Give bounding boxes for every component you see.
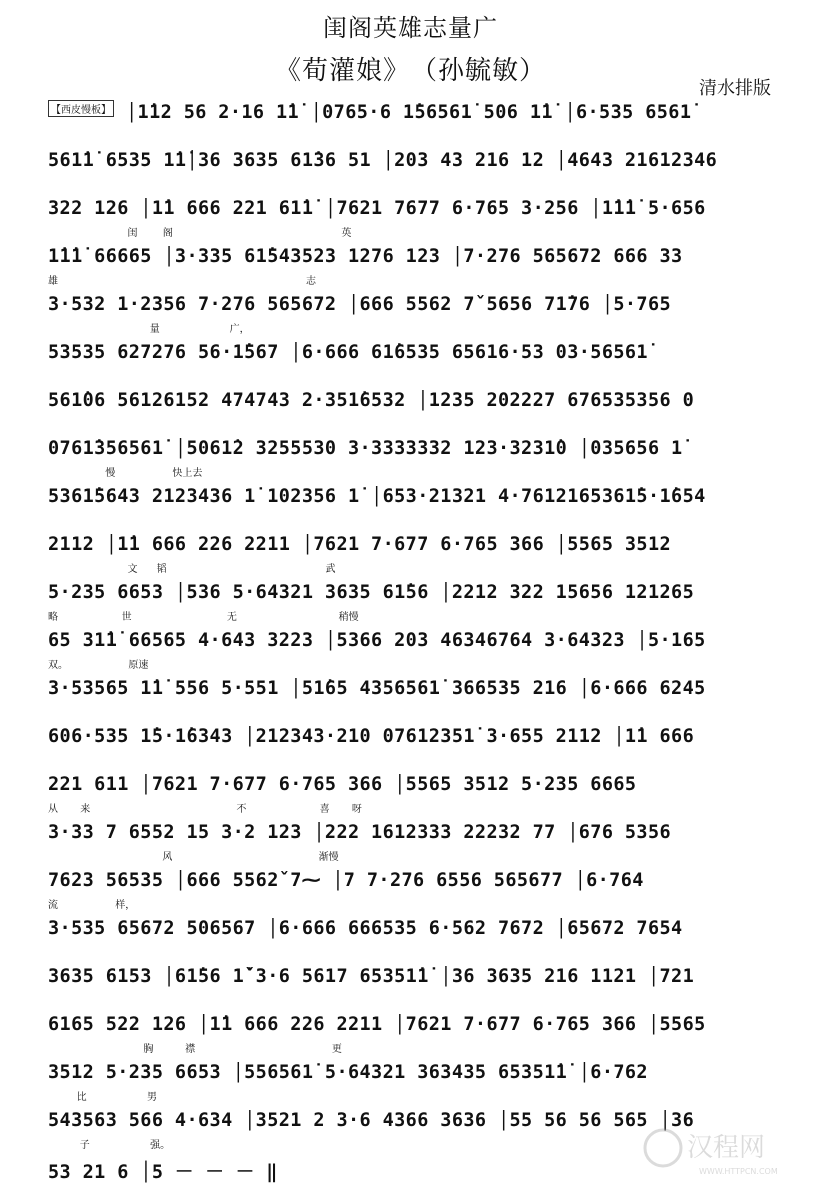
watermark-text: 汉程网: [687, 1133, 766, 1163]
score-line: [48, 818, 783, 866]
lyrics-row: 胸 襟 更: [48, 1044, 342, 1055]
score-line: [48, 770, 783, 818]
lyrics-row: 闺 阁 英: [48, 228, 352, 239]
lyrics-row: 慢 快上去: [48, 468, 203, 479]
score-line: [48, 914, 783, 962]
lyrics-row: 流 样，: [48, 900, 136, 911]
notation-row: 543563 566 4·634 │3521 2 3·6 4366 3636 │55 56 56 565 │36: [48, 1110, 695, 1131]
notation-row: 221 611 │7621 7·677 6·765 366 │5565 3512 5·235 6665: [48, 774, 637, 795]
notation-row: 7623 56535 │666 5562ˇ7⁓ │7 7·276 6556 565677 │6·764: [48, 870, 644, 891]
score-line: [48, 338, 783, 386]
editor-credit: 清水排版: [699, 78, 771, 99]
notation-row: 3635 6153 │61̇56 1̇ˇ3·6 5617 65351̇1̇ │36 3635 216 1121 │721: [48, 966, 695, 987]
page-title: 闺阁英雄志量广: [323, 14, 498, 42]
score-line: [48, 578, 783, 626]
notation-row: 3·33 7 6552 15 3·2 123 │222 1612333 22232 77 │676 5356: [48, 822, 672, 843]
notation-row: 3·532 1·2356 7·276 565672 │666 5562 7ˇ5656 71̇76 │5·765: [48, 294, 672, 315]
score-line: [48, 290, 783, 338]
notation-row: 3·535 65672 506567 │6·666 666535 6·562 7672 │65672 7654: [48, 918, 683, 939]
notation-row: 561̇06 56126152 474743 2·351̇6532 │1235 202227 676535356 0: [48, 390, 695, 411]
score-line: [48, 434, 783, 482]
lyrics-row: 风 渐慢: [48, 852, 339, 863]
score-line: [48, 482, 783, 530]
notation-row: 322 126 │1̇1 666 221 61̇1̇ │7621 7677 6·765 3·256 │1̇1̇1̇ 5·656: [48, 198, 706, 219]
lyrics-row: 文 韬 武: [48, 564, 336, 575]
lyrics-row: 量 广，: [48, 324, 250, 335]
lyrics-row: 从 来 不 喜 呀: [48, 804, 362, 815]
notation-row: 5361̇5643 2123436 1̇ 102356 1̇ │653·21321 4·7612165361̇5·1̇654: [48, 486, 706, 507]
notation-row: 3512 5·235 6653 │556561̇ 5·64321 363435 65351̇1̇ │6·762: [48, 1062, 648, 1083]
notation-row: 53535 627276 56·1̇567 │6·666 61̇6535 65616·53 03·56561̇: [48, 342, 648, 363]
notation-row: 0761̇356561̇ │5061̇2 3255530 3·3333332 123·3231̇0 │035656 1̇: [48, 438, 683, 459]
score-line: [48, 386, 783, 434]
score-line: [48, 530, 783, 578]
notation-row: │1̇12 56 2·16 1̇1̇ │0765·6 1̇56561̇ 506 1̇1̇ │6·535 6561̇: [126, 102, 692, 123]
watermark-url: WWW.HTTPCN.COM: [699, 1167, 778, 1176]
notation-row: 606·535 1̇5·1̇6343 │212343·210 07612351̇ 3·655 2112 │1̇1 666: [48, 726, 695, 747]
score-line: [48, 194, 783, 242]
score-line: [48, 674, 783, 722]
lyrics-row: 略 世 无 稍慢: [48, 612, 359, 623]
notation-row: 65 31̇1̇ 66565 4·643 3223 │5366 203 46346764 3·64323 │5·165: [48, 630, 706, 651]
notation-row: 2112 │1̇1 666 226 2211 │7621 7·677 6·765 366 │5565 3512: [48, 534, 672, 555]
notation-row: 5·235 6653 │536 5·64321 3635 61̇56 │2212 322 15656 121265: [48, 582, 695, 603]
notation-row: 1̇1̇1̇ 66665 │3·335 61̇543523 1276 123 │7·276 565672 666 33: [48, 246, 683, 267]
opera-subtitle: 《荀灌娘》 （孙毓敏）: [274, 56, 546, 86]
notation-row: 6165 522 126 │1̇1 666 226 2211 │7621 7·677 6·765 366 │5565: [48, 1014, 706, 1035]
score-line: [48, 866, 783, 914]
lyrics-row: 雄 志: [48, 276, 316, 287]
score-line: [48, 1058, 783, 1106]
score-line: [48, 1010, 783, 1058]
score-body: [48, 98, 783, 1202]
score-line: [48, 962, 783, 1010]
score-line: [48, 626, 783, 674]
lyrics-row: 子 强。: [48, 1140, 171, 1151]
notation-row: 53 21 6 │5 － － － ‖: [48, 1162, 278, 1183]
score-line: [48, 722, 783, 770]
lyrics-row: 双。 原速: [48, 660, 149, 671]
watermark-logo: [641, 1120, 811, 1180]
notation-row: 3·53565 1̇1̇ 556 5·551 │51̇65 4356561̇ 366535 216 │6·666 6245: [48, 678, 706, 699]
score-line: [48, 98, 783, 146]
mode-tag: 【西皮慢板】: [48, 100, 114, 117]
notation-row: 561̇1̇ 6535 1̇1̇│36 3635 61̇36 51 │203 43 216 12 │4643 21612346: [48, 150, 718, 171]
score-line: [48, 146, 783, 194]
score-line: [48, 242, 783, 290]
lyrics-row: 比 男: [48, 1092, 158, 1103]
